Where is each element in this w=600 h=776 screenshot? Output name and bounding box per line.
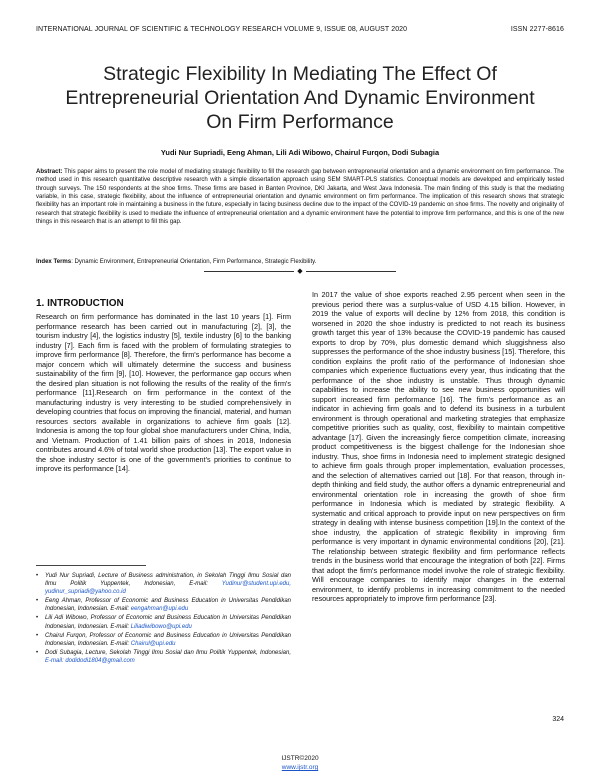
footnote-text: Eeng Ahman, Professor of Economic and Business Education in Universitas Pendidikan Indonesian, Indonesian. E-mail: (45, 598, 291, 613)
intro-paragraph-left: Research on firm performance has dominated in the last 10 years [1]. Firm performance research has been carried out in manufacturing [2], [3], the tourism industry [4], the logistics industry [5], textile industry [6] to the banking industry [7]. Each firm is faced with the problem of formulating strategies to improve firm performance [8]. Therefore, the firm's performance has become a major concern which will ultimately determine the success and business sustainability of the firm [9], [10]. However, the performance gap occurs when the desired plan situation is not following the results of the reality of the firm's performance [11].Research on firm performance in the context of the manufacturing industry is very interesting to be studied comprehensively in developing countries that focus on improving the financial, material, and human resources sectors available in organizations to achieve firm goals [12]. Indonesia is among the top four global shoe manufacturers under China, India, and Vietnam. Production of 1.41 billion pairs of shoes in 2018, Indonesia contributes around 4.6% of total world shoe production [13]. The export value in the shoe industry sector is one of the government's priorities to continue to improve its performance [14]. (36, 312, 291, 473)
footnote-text: Dodi Subagia, Lecture, Sekolah Tinggi Ilmu Sosial dan Ilmu Politik Yuppentek, Indonesian, (45, 649, 291, 656)
page-footer (0, 754, 600, 772)
email-link[interactable]: eengahman@upi.edu (130, 606, 189, 613)
footnote-item (36, 632, 291, 648)
footnote-text: Lili Adi Wibowo, Professor of Economic and Business Education in Universitas Pendidikan Indonesian, Indonesian. E-mail: (45, 615, 291, 630)
copyright-code: IJSTR©2020 (281, 755, 319, 762)
index-terms-label: Index Terms (36, 259, 72, 265)
abstract-text: This paper aims to present the role model of mediating strategic flexibility to fill the research gap between entrepreneurial orientation and a dynamic environment on firm performance. The method used in this research quantitative descriptive research with a simple dissertation approach using SEM SMART-PLS statistics. Conceptual models are developed and empirically tested through surveys. The 150 respondents at the shoe firms. These firms are based in Banten Province, DKI Jakarta, and West Java Indonesia. The main finding of this study is that the mediating variable, in this case, strategic flexibility, about the influence of entrepreneurial orientation and dynamic environment on firm performance. The implication of this research shows that strategic flexibility has an important role in maintaining a business in the future, especially in facing business decline due to the impact of the COVID-19 pandemic on shoe firms. The novelty and originality of research that strategic flexibility is used to mediate the influence of entrepreneurial orientation and a dynamic environment have the potential to improve firm performance, and this is one of the new things in this research that is an attempt to fill this gap. (36, 169, 564, 226)
email-link[interactable]: E-mail: dodidodi1804@gmail.com (45, 657, 135, 664)
index-terms (36, 258, 564, 266)
bullet-icon: • (36, 632, 39, 639)
email-link[interactable]: Yudinur@student.upi.edu, yudinur_supriadi@yahoo.co.id (45, 581, 291, 596)
journal-name: INTERNATIONAL JOURNAL OF SCIENTIFIC & TECHNOLOGY RESEARCH VOLUME 9, ISSUE 08, AUGUST 2020 (36, 26, 408, 33)
running-header (36, 26, 564, 33)
intro-paragraph-right: In 2017 the value of shoe exports reached 2.95 percent when seen in the previous period there was a surplus-value of USD 4.15 billion. However, in 2019 the value of exports will decline by 12% from 2018, this condition is worsened in 2020 the shoe industry is predicted to not reach its business growth target this year of 13% because the COVID-19 pandemic has caused exports to drop by 70%, plus domestic demand which sluggishness also suppresses the performance of the shoe industry business [15]. Therefore, this condition explains the profit ratio of the performance of Indonesian shoe companies which experience fluctuations every year, thus indicating that the performance of the shoe industry is unstable. Thus through dynamic capabilities to increase the ability to see new business opportunities will support increased firm performance [16]. The firm's performance as an indicator in achieving firm goals and to defend its business in a turbulent environment is through operational and marketing strategies that emphasize competitive priorities such as quality, cost, flexibility to maintain competitive advantage [17]. Given the increasingly fierce competition climate, increasing product competitiveness is the biggest challenge for the Indonesian shoe industry. Thus, shoe firms in Indonesia need to implement strategic designed to achieve firm goals through proper implementation, evaluation processes, and the selection of alternatives carried out [18]. For that reason, through in-depth thinking and field study, the author offers a dynamic entrepreneurial and environmental orientation role in increasing the growth of shoe firm performance in Indonesia which is mediated by strategic flexibility. A systematic and critical approach to provide input on new perspectives on firm strategy in dealing with intense business competition [19].In the context of the shoe industry, the application of strategic flexibility in improving firm performance is very important in dynamic environmental conditions [20], [21]. The relationship between strategic flexibility and firm performance reflects trends in the business world that encourage the integration of both [22]. Firms that adopt the firm's performance model involve the role of strategic flexibility. Will encourage companies to identify major changes in the external environment, to identify problems in increasing commitment to the needed resources appropriately to improve firm performance [23]. (312, 290, 565, 603)
index-terms-text: : Dynamic Environment, Entrepreneurial Orientation, Firm Performance, Strategic Flexibility. (71, 259, 317, 265)
paper-title: Strategic Flexibility In Mediating The Effect Of Entrepreneurial Orientation And Dynamic Environment On Firm Performance (65, 63, 535, 133)
bullet-icon: • (36, 615, 39, 622)
bullet-icon: • (36, 573, 39, 579)
bullet-icon: • (36, 649, 39, 656)
email-link[interactable]: Chairul@upi.edu (130, 640, 176, 647)
footnote-item (36, 649, 291, 665)
footnote-text: Yudi Nur Supriadi, Lecture of Business administration, in Sekolah Tinggi Ilmu Sosial dan Ilmu Politik Yuppentek, Indonesian, E-mail: (45, 573, 291, 588)
page-number: 324 (552, 716, 564, 723)
abstract-label: Abstract: (36, 169, 63, 175)
divider-line-right (306, 271, 396, 272)
footnote-text: Chairul Furqon, Professor of Economic and Business Education in Universitas Pendidikan Indonesian, Indonesian. E-mail: (45, 632, 291, 647)
right-column (312, 290, 565, 604)
footnote-item (36, 572, 291, 596)
email-link[interactable]: Liliadiwibowo@upi.edu (130, 623, 192, 630)
journal-website-link[interactable]: www.ijstr.org (281, 764, 319, 771)
section-divider (0, 267, 600, 275)
left-column (36, 298, 291, 474)
issn: ISSN 2277-8616 (510, 26, 564, 33)
author-list: Yudi Nur Supriadi, Eeng Ahman, Lili Adi Wibowo, Chairul Furqon, Dodi Subagia (160, 148, 440, 157)
footnote-item (36, 597, 291, 613)
abstract (36, 168, 564, 226)
footnote-rule (36, 565, 146, 566)
footnote-item (36, 614, 291, 630)
section-heading-introduction: 1. INTRODUCTION (36, 298, 124, 309)
author-footnotes (36, 572, 291, 666)
divider-line-left (204, 271, 294, 272)
bullet-icon: • (36, 598, 39, 605)
diamond-icon: ◆ (297, 268, 303, 275)
